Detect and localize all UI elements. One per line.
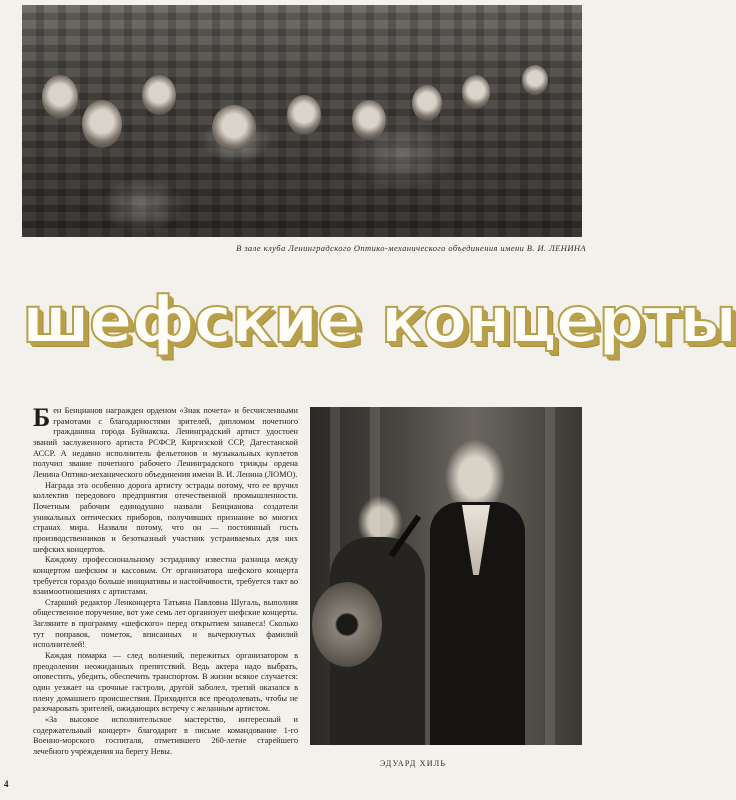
audience-member (42, 75, 78, 119)
headline: шефские концерты (22, 284, 736, 358)
article-body (33, 403, 298, 758)
drop-cap: Б (33, 403, 51, 432)
article-paragraph: Старший редактор Ленконцерта Татьяна Павловна Шугаль, выполняя общественное поручение, вот уже семь лет организует шефские концерты. Загляните в программу «шефского» перед открытием занавеса! Сколько тут поправок, пометок, вписанных и вычеркнутых фамилий исполнителей! (33, 597, 298, 650)
audience-member (522, 65, 548, 95)
page-number: 4 (4, 779, 9, 789)
singer-photo (310, 407, 582, 745)
article-paragraph: Бен Бенцианов награжден орденом «Знак почета» и бесчисленными грамотами с благодарностями зрителей, дипломом почетного гражданина города Буйнакска. Ленинградский артист удостоен званий заслуженного артиста РСФСР, Киргизской ССР, Дагестанской АССР. А недавно исполнитель фельетонов и музыкальных куплетов получил звание почетного рабочего Ленинградского трижды ордена Ленина Оптико-механического объединения имени В. И. Ленина (ЛОМО). (33, 403, 298, 479)
singer-photo-caption: ЭДУАРД ХИЛЬ (380, 759, 447, 768)
audience-member (82, 100, 122, 148)
article-paragraph: Каждая помарка — след волнений, пережитых организатором в преодолении неожиданных препятствий. Ведь актера надо выбрать, оповестить, убедить, обеспечить транспортом. В жизни всякое случается: один уезжает на срочные гастроли, другой заболел, третий оказался в плену домашнего происшествия. Приходится все преодолевать, чтобы не разочаровать зрителей, ожидающих встречу с желанным артистом. (33, 651, 298, 714)
top-photo-caption: В зале клуба Ленинградского Оптико-механического объединения имени В. И. ЛЕНИНА (236, 243, 586, 253)
article-paragraph: «За высокое исполнительское мастерство, интересный и содержательный концерт» благодарит в письме командование 1-го Военно-морского госпиталя, отметившего 260-летие старейшего лечебного учреждения на берегу Невы. (33, 715, 298, 756)
audience-member (462, 75, 490, 109)
audience-member (287, 95, 321, 135)
audience-photo (22, 5, 582, 237)
audience-member (212, 105, 256, 151)
guitar (312, 582, 382, 667)
audience-member (352, 100, 386, 140)
article-paragraph: Каждому профессиональному эстраднику известна разница между концертом шефским и кассовым. От организатора шефского концерта требуется гораздо больше инициативы и настойчивости, требуется такт во взаимоотношениях с артистами. (33, 555, 298, 597)
audience-member (142, 75, 176, 115)
curtain-fold (545, 407, 555, 745)
audience-member (412, 85, 442, 121)
article-paragraph: Награда эта особенно дорога артисту эстрады потому, что ее вручил коллектив передового предприятия отечественной промышленности. Почетным рабочим единодушно назвали Бенцианова создатели уникальных оптических приборов, получивших признание во многих странах мира. Назвали потому, что он — постоянный гость производственников и безотказный участник устраиваемых для них шефских концертов. (33, 480, 298, 554)
